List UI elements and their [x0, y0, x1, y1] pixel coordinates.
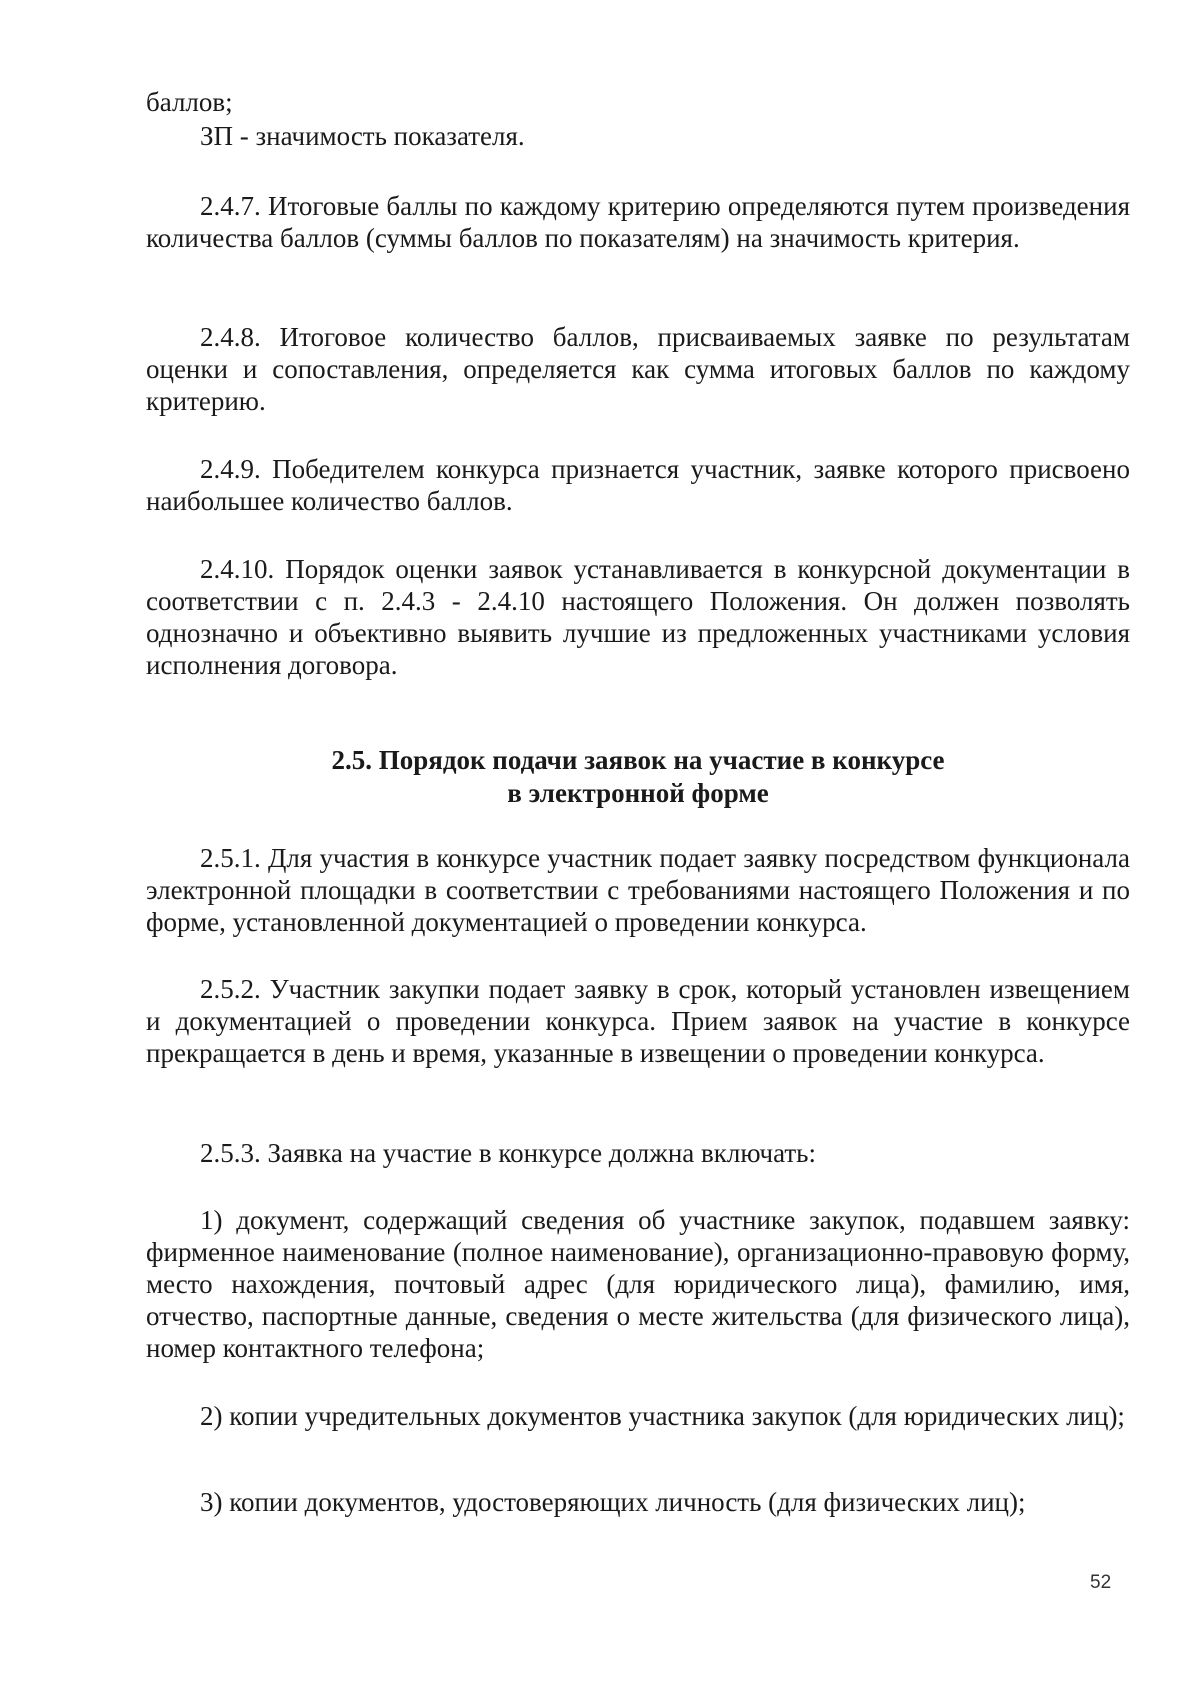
paragraph-2-4-8: 2.4.8. Итоговое количество баллов, присваиваемых заявке по результатам оценки и сопоставления, определяется как сумма итоговых баллов по каждому критерию.	[146, 322, 1130, 416]
section-heading-line-2: в электронной форме	[507, 778, 769, 808]
paragraph-2-5-1: 2.5.1. Для участия в конкурсе участник подает заявку посредством функционала электронной площадки в соответствии с требованиями настоящего Положения и по форме, установленной документацией о проведении конкурса.	[146, 843, 1130, 937]
section-heading-2-5	[146, 744, 1130, 810]
list-item-3: 3) копии документов, удостоверяющих личность (для физических лиц);	[200, 1487, 1026, 1517]
paragraph-2-5-2: 2.5.2. Участник закупки подает заявку в срок, который установлен извещением и документацией о проведении конкурса. Прием заявок на участие в конкурсе прекращается в день и время, указанные в извещении о проведении конкурса.	[146, 974, 1130, 1068]
paragraph-zp-definition: ЗП - значимость показателя.	[200, 121, 525, 151]
page-number: 52	[1090, 1572, 1112, 1593]
paragraph-continuation: баллов;	[146, 87, 233, 117]
list-item-1: 1) документ, содержащий сведения об участнике закупок, подавшем заявку: фирменное наименование (полное наименование), организационно-правовую форму, место нахождения, почтовый адрес (для юридического лица), фамилию, имя, отчество, паспортные данные, сведения о месте жительства (для физического лица), номер контактного телефона;	[146, 1205, 1130, 1363]
paragraph-2-4-10: 2.4.10. Порядок оценки заявок устанавливается в конкурсной документации в соответствии с п. 2.4.3 - 2.4.10 настоящего Положения. Он должен позволять однозначно и объективно выявить лучшие из предложенных участниками условия исполнения договора.	[146, 554, 1130, 680]
section-heading-line-1: 2.5. Порядок подачи заявок на участие в конкурсе	[331, 745, 945, 775]
paragraph-2-4-9: 2.4.9. Победителем конкурса признается участник, заявке которого присвоено наибольшее количество баллов.	[146, 454, 1130, 516]
list-item-2: 2) копии учредительных документов участника закупок (для юридических лиц);	[200, 1401, 1125, 1431]
paragraph-2-4-7: 2.4.7. Итоговые баллы по каждому критерию определяются путем произведения количества баллов (суммы баллов по показателям) на значимость критерия.	[146, 191, 1130, 253]
paragraph-2-5-3: 2.5.3. Заявка на участие в конкурсе должна включать:	[200, 1138, 816, 1168]
